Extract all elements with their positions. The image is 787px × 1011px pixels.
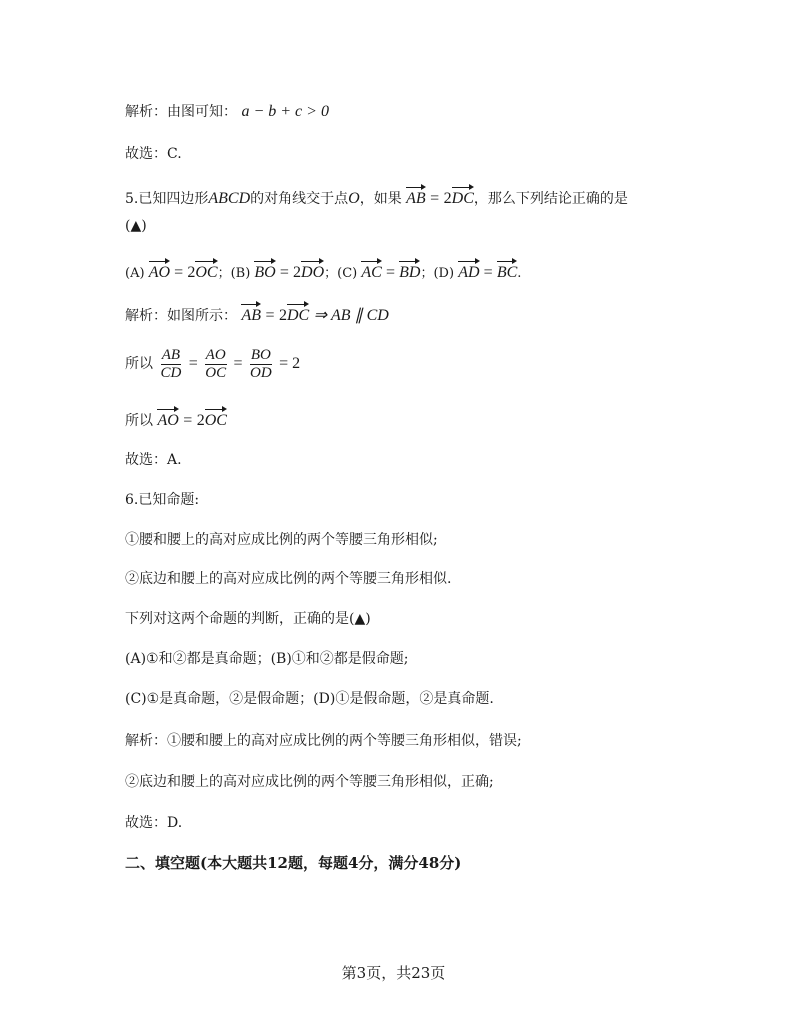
analysis-line-4: ②底边和腰上的高对应成比例的两个等腰三角形相似，正确;: [125, 774, 494, 790]
fraction-ao-oc: [204, 347, 227, 382]
question-5-mark: (▲): [125, 218, 147, 234]
analysis-prefix: 解析：如图所示：: [125, 308, 237, 324]
question-number: 5.: [125, 191, 139, 207]
equals-sign: =: [385, 264, 396, 281]
question-text: 的对角线交于点: [250, 191, 349, 207]
period: .: [517, 266, 522, 281]
coefficient: 2: [278, 307, 287, 324]
vector-dc: DC: [452, 186, 474, 209]
answer-line-3: 故选：D.: [125, 815, 183, 831]
equals-sign: =: [188, 355, 198, 372]
quad-name: ABCD: [208, 190, 251, 207]
so-label: 所以: [125, 356, 153, 372]
denominator: OD: [250, 364, 272, 381]
option-a-label: (A): [125, 266, 145, 281]
equals-sign: =: [430, 190, 440, 207]
numerator: BO: [250, 346, 271, 363]
section-heading: 二、填空题(本大题共12题，每题4分，满分48分): [125, 854, 462, 872]
numerator: AB: [161, 346, 181, 363]
inequality-formula: a − b + c > 0: [241, 103, 329, 120]
page-footer: 第3页，共23页: [341, 964, 446, 982]
vector-bc: BC: [497, 260, 517, 283]
answer-line-2: 故选：A.: [125, 452, 182, 468]
equals-sign: =: [483, 264, 493, 281]
vector-do: DO: [301, 260, 324, 283]
coefficient: 2: [443, 190, 452, 207]
denominator: CD: [160, 364, 182, 381]
question-text: ，那么下列结论正确的是: [473, 191, 628, 207]
vector-dc: DC: [287, 303, 309, 326]
denominator: OC: [205, 364, 227, 381]
analysis-line-2: [125, 303, 389, 326]
equals-sign: =: [233, 355, 243, 372]
vector-ab: AB: [241, 303, 261, 326]
coefficient: 2: [187, 264, 196, 281]
parallel-conclusion: ⇒ AB ∥ CD: [313, 307, 389, 324]
analysis-prefix: 解析：由图可知：: [125, 104, 237, 120]
vector-oc: OC: [195, 260, 217, 283]
options-cd: (C)①是真命题，②是假命题；(D)①是假命题，②是真命题.: [125, 691, 494, 707]
fraction-ab-cd: [159, 347, 182, 382]
vector-ab: AB: [406, 186, 426, 209]
vector-bd: BD: [399, 260, 420, 283]
vector-bo: BO: [254, 260, 275, 283]
answer-line-1: 故选：C.: [125, 146, 182, 162]
equals-sign: =: [279, 264, 289, 281]
analysis-line-3: 解析：①腰和腰上的高对应成比例的两个等腰三角形相似，错误;: [125, 733, 522, 749]
coefficient: 2: [293, 264, 302, 281]
question-5-options: [125, 260, 521, 284]
ratio-line: [125, 346, 300, 382]
numerator: AO: [205, 346, 226, 363]
equals-sign: =: [265, 307, 275, 324]
question-text: 已知四边形: [138, 191, 209, 207]
option-b-label: ；(B): [217, 266, 251, 281]
equals-sign: =: [174, 264, 184, 281]
vector-ao: AO: [157, 408, 178, 431]
question-6-ask: 下列对这两个命题的判断，正确的是(▲): [125, 611, 371, 627]
proposition-2: ②底边和腰上的高对应成比例的两个等腰三角形相似.: [125, 571, 452, 587]
question-5: [125, 186, 628, 209]
coefficient: 2: [196, 412, 205, 429]
vector-oc: OC: [205, 408, 227, 431]
equals-sign: =: [183, 412, 193, 429]
vector-result-line: [125, 408, 227, 431]
proposition-1: ①腰和腰上的高对应成比例的两个等腰三角形相似;: [125, 532, 438, 548]
options-ab: (A)①和②都是真命题；(B)①和②都是假命题;: [125, 651, 409, 667]
ratio-value: = 2: [279, 355, 301, 372]
fraction-bo-od: [249, 347, 273, 382]
so-label: 所以: [125, 413, 153, 429]
point-o: O: [348, 190, 360, 207]
analysis-line-1: [125, 102, 329, 122]
question-text: ，如果: [359, 191, 402, 207]
option-d-label: ；(D): [420, 266, 455, 281]
question-6: 6.已知命题:: [125, 492, 200, 508]
vector-ad: AD: [458, 260, 479, 283]
vector-ao: AO: [149, 260, 170, 283]
vector-ac: AC: [361, 260, 381, 283]
option-c-label: ；(C): [324, 266, 358, 281]
